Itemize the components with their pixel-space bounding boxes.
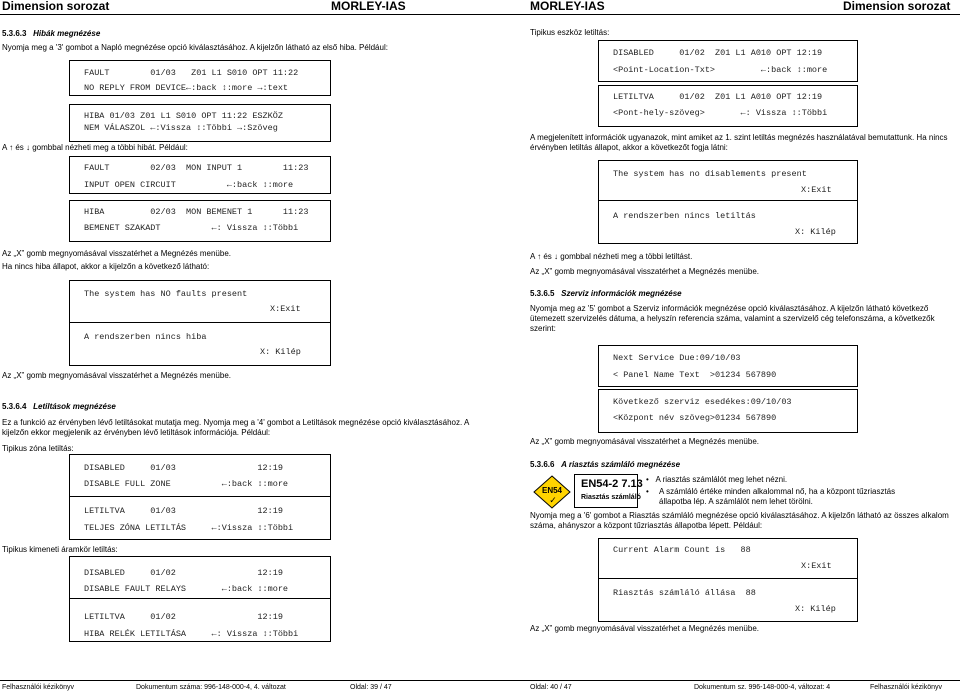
display-box-nofault-en: The system has NO faults present X:Exit bbox=[69, 280, 331, 324]
x-return-text-2: Az „X” gomb megnyomásával visszatérhet a Megnézés menübe. bbox=[2, 371, 231, 380]
bullet-2: • A számláló értéke minden alkalommal nő, ha a központ tűzriasztás állapotba lép. A számlálót nem lehet törölni. bbox=[646, 487, 896, 506]
nav-instruction: A ↑ és ↓ gombbal nézheti meg a többi hibát. Például: bbox=[2, 143, 188, 152]
nav-instruction-right: A ↑ és ↓ gombbal nézheti meg a többi letiltást. bbox=[530, 252, 693, 261]
series-title: Dimension sorozat bbox=[2, 0, 110, 13]
section-heading-5364: 5.3.6.4 Letiltások megnézése bbox=[2, 402, 116, 411]
display-box-zone-en: DISABLED 01/03 12:19 DISABLE FULL ZONE ←:back ↕:more bbox=[69, 454, 331, 498]
display-box-fault-en: FAULT 01/03 Z01 L1 S010 OPT 11:22 NO REPLY FROM DEVICE←:back ↕:more →:text bbox=[69, 60, 331, 96]
x-return-text-4: Az „X” gomb megnyomásával visszatérhet a Megnézés menübe. bbox=[530, 437, 759, 446]
series-title: Dimension sorozat bbox=[843, 0, 951, 13]
display-box-nodisable-hu: A rendszerben nincs letiltás X: Kilép bbox=[598, 200, 858, 244]
display-box-service-hu: Következő szerviz esedékes:09/10/03 <Központ név szöveg>01234 567890 bbox=[598, 389, 858, 433]
left-page-footer bbox=[0, 680, 480, 697]
x-return-text-5: Az „X” gomb megnyomásával visszatérhet a Megnézés menübe. bbox=[530, 624, 759, 633]
checkmark-icon: ✓ bbox=[549, 495, 557, 505]
bullet-1: • A riasztás számlálót meg lehet nézni. bbox=[646, 475, 788, 484]
zone-label: Tipikus zóna letiltás: bbox=[2, 444, 74, 453]
display-box-input-hu: HIBA 02/03 MON BEMENET 1 11:23 BEMENET SZAKADT ←: Vissza ↕:Többi bbox=[69, 200, 331, 242]
intro-paragraph: Nyomja meg a '3' gombot a Napló megnézése opció kiválasztásához. A kijelzőn látható az első hiba. Például: bbox=[2, 43, 388, 52]
display-box-nodisable-en: The system has no disablements present X:Exit bbox=[598, 160, 858, 202]
display-box-relay-en: DISABLED 01/02 12:19 DISABLE FAULT RELAYS ←:back ↕:more bbox=[69, 556, 331, 600]
en54-badge-text: EN54 bbox=[541, 486, 562, 495]
footer-page-number: Oldal: 40 / 47 bbox=[530, 684, 572, 691]
display-box-relay-hu: LETILTVA 01/02 12:19 HIBA RELÉK LETILTÁSA ←: Vissza ↕:Többi bbox=[69, 598, 331, 642]
footer-manual: Felhasználói kézikönyv bbox=[2, 684, 74, 691]
no-fault-text: Ha nincs hiba állapot, akkor a kijelzőn a következő látható: bbox=[2, 262, 210, 271]
x-return-text-3: Az „X” gomb megnyomásával visszatérhet a Megnézés menübe. bbox=[530, 267, 759, 276]
relay-label: Tipikus kimeneti áramkör letiltás: bbox=[2, 545, 118, 554]
disable-intro-paragraph: Ez a funkció az érvényben lévő letiltásokat mutatja meg. Nyomja meg a '4' gombot a Letiltások megnézése opció kiválasztásához. A kijelzőn ekkor megjelenik az érvényben lévő letiltások információja. Például: bbox=[2, 418, 469, 437]
x-return-text-1: Az „X” gomb megnyomásával visszatérhet a Megnézés menübe. bbox=[2, 249, 231, 258]
display-box-input-en: FAULT 02/03 MON INPUT 1 11:23 INPUT OPEN CIRCUIT ←:back ↕:more bbox=[69, 156, 331, 194]
display-box-device-en: DISABLED 01/02 Z01 L1 A010 OPT 12:19 <Point-Location-Txt> ←:back ↕:more bbox=[598, 40, 858, 82]
footer-doc-number: Dokumentum sz. 996-148-000-4, változat: 4 bbox=[694, 684, 831, 691]
info-paragraph: A megjelenített információk ugyanazok, mint amiket az 1. szint letiltás megnézés használatával bemutattunk. Ha nincs érvényben letiltás állapot, akkor a következőt fogja látni: bbox=[530, 133, 948, 152]
counter-intro-paragraph: Nyomja meg a '6' gombot a Riasztás számláló megnézése opció kiválasztásához. A kijelzőn látható az összes alkalom száma, ahányszor a központ tűzriasztás állapotba lépett. Például: bbox=[530, 511, 949, 530]
footer-page-number: Oldal: 39 / 47 bbox=[350, 684, 392, 691]
display-box-nofault-hu: A rendszerben nincs hiba X: Kilép bbox=[69, 322, 331, 366]
en54-subtitle: Riasztás számláló bbox=[581, 494, 641, 501]
section-heading-5363: 5.3.6.3 Hibák megnézése bbox=[2, 29, 101, 38]
brand-title: MORLEY-IAS bbox=[331, 0, 406, 13]
service-intro-paragraph: Nyomja meg az '5' gombot a Szerviz információk megnézése opció kiválasztásához. A kijelzőn látható következő ütemezett szervizelés dátuma, a helyszín referencia száma, valamint a szervizelő cég telefonszáma, a következők szerint: bbox=[530, 304, 935, 333]
footer-manual: Felhasználói kézikönyv bbox=[870, 684, 942, 691]
en54-badge-icon bbox=[532, 474, 572, 510]
display-box-counter-en: Current Alarm Count is 88 X:Exit bbox=[598, 538, 858, 580]
right-page bbox=[480, 0, 960, 697]
right-page-footer bbox=[480, 680, 960, 697]
en54-clause: EN54-2 7.13 bbox=[581, 478, 643, 490]
section-heading-5366: 5.3.6.6 A riasztás számláló megnézése bbox=[530, 460, 681, 469]
footer-doc-number: Dokumentum száma: 996-148-000-4, 4. változat bbox=[136, 684, 286, 691]
left-page-header bbox=[0, 0, 480, 15]
brand-title: MORLEY-IAS bbox=[530, 0, 605, 13]
display-box-fault-hu: HIBA 01/03 Z01 L1 S010 OPT 11:22 ESZKÖZ NEM VÁLASZOL ←:Vissza ↕:Többi →:Szöveg bbox=[69, 104, 331, 142]
section-heading-5365: 5.3.6.5 Szerviz információk megnézése bbox=[530, 289, 682, 298]
display-box-device-hu: LETILTVA 01/02 Z01 L1 A010 OPT 12:19 <Pont-hely-szöveg> ←: Vissza ↕:Többi bbox=[598, 85, 858, 127]
tool-label: Tipikus eszköz letiltás: bbox=[530, 28, 610, 37]
display-box-counter-hu: Riasztás számláló állása 88 X: Kilép bbox=[598, 578, 858, 622]
en54-label-box bbox=[574, 474, 643, 508]
right-page-header bbox=[480, 0, 960, 15]
display-box-zone-hu: LETILTVA 01/03 12:19 TELJES ZÓNA LETILTÁS ←:Vissza ↕:Többi bbox=[69, 496, 331, 540]
display-box-service-en: Next Service Due:09/10/03 < Panel Name Text >01234 567890 bbox=[598, 345, 858, 387]
